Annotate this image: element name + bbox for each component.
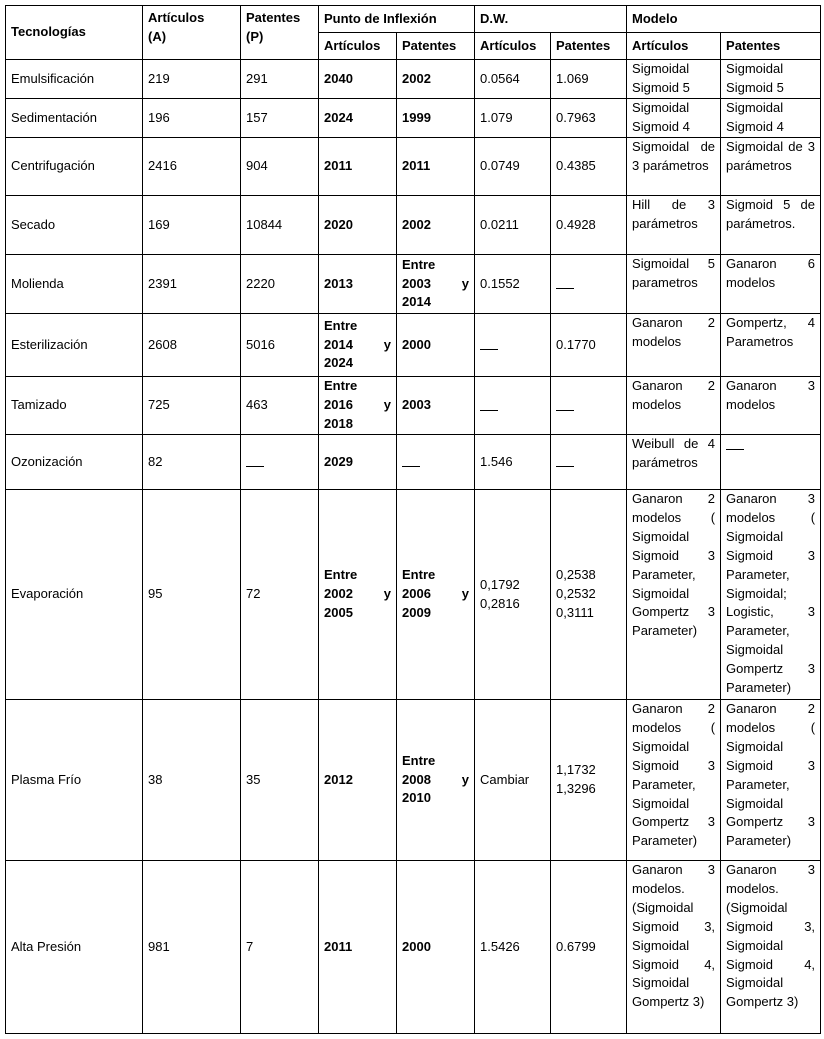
cell-modelo-patentes: Ganaron 3 modelos ( Sigmoidal Sigmoid 3 Parameter, Sigmoidal; Logistic, 3 Parameter, Sigmoidal Gompertz 3 Parameter)	[721, 490, 821, 700]
cell-articulos: 2608	[143, 314, 241, 377]
cell-dw-articulos	[475, 377, 551, 435]
cell-pi-articulos: 2011	[319, 861, 397, 1034]
cell-dw-articulos: 1.546	[475, 435, 551, 490]
cell-dw-articulos: 0.1552	[475, 255, 551, 314]
cell-modelo-patentes: Sigmoidal Sigmoid 4	[721, 99, 821, 138]
cell-pi-patentes: Entre 2003 y 2014	[397, 255, 475, 314]
cell-dw-articulos: 0.0564	[475, 60, 551, 99]
cell-articulos: 981	[143, 861, 241, 1034]
cell-pi-patentes: 1999	[397, 99, 475, 138]
table-row	[6, 490, 821, 700]
cell-pi-articulos: 2013	[319, 255, 397, 314]
cell-dw-patentes: 0,2538 0,2532 0,3111	[551, 490, 627, 700]
cell-pi-patentes: Entre 2008 y 2010	[397, 700, 475, 861]
cell-tecnologia: Emulsificación	[6, 60, 143, 99]
subheader-pi-patentes: Patentes	[397, 33, 475, 60]
table-body	[6, 60, 821, 1034]
cell-modelo-articulos: Sigmoidal 5 parametros	[627, 255, 721, 314]
cell-modelo-articulos: Sigmoidal de 3 parámetros	[627, 138, 721, 196]
cell-modelo-articulos: Ganaron 2 modelos ( Sigmoidal Sigmoid 3 Parameter, Sigmoidal Gompertz 3 Parameter)	[627, 490, 721, 700]
cell-pi-articulos: Entre 2014 y 2024	[319, 314, 397, 377]
cell-dw-articulos: Cambiar	[475, 700, 551, 861]
cell-modelo-articulos: Ganaron 3 modelos. (Sigmoidal Sigmoid 3, Sigmoidal Sigmoid 4, Sigmoidal Gompertz 3)	[627, 861, 721, 1034]
subheader-dw-patentes: Patentes	[551, 33, 627, 60]
cell-pi-patentes	[397, 435, 475, 490]
cell-modelo-patentes: Sigmoidal Sigmoid 5	[721, 60, 821, 99]
cell-articulos: 169	[143, 196, 241, 255]
cell-dw-patentes: 1.069	[551, 60, 627, 99]
cell-modelo-patentes: Sigmoid 5 de parámetros.	[721, 196, 821, 255]
cell-pi-patentes: 2011	[397, 138, 475, 196]
cell-modelo-articulos: Sigmoidal Sigmoid 4	[627, 99, 721, 138]
cell-articulos: 82	[143, 435, 241, 490]
header-dw: D.W.	[475, 6, 627, 33]
empty-dash	[726, 440, 744, 450]
cell-tecnologia: Molienda	[6, 255, 143, 314]
cell-dw-patentes: 0.4385	[551, 138, 627, 196]
cell-modelo-patentes: Gompertz, 4 Parametros	[721, 314, 821, 377]
cell-pi-patentes: 2002	[397, 196, 475, 255]
empty-dash	[556, 279, 574, 289]
cell-modelo-patentes: Ganaron 6 modelos	[721, 255, 821, 314]
empty-dash	[480, 401, 498, 411]
cell-pi-patentes: Entre 2006 y 2009	[397, 490, 475, 700]
cell-dw-patentes: 0.6799	[551, 861, 627, 1034]
table-row	[6, 60, 821, 99]
cell-dw-articulos: 1.5426	[475, 861, 551, 1034]
cell-modelo-patentes: Ganaron 3 modelos	[721, 377, 821, 435]
table-row	[6, 700, 821, 861]
cell-tecnologia: Plasma Frío	[6, 700, 143, 861]
cell-articulos: 95	[143, 490, 241, 700]
cell-dw-patentes: 0.1770	[551, 314, 627, 377]
table-row	[6, 435, 821, 490]
cell-pi-patentes: 2002	[397, 60, 475, 99]
cell-pi-articulos: 2029	[319, 435, 397, 490]
cell-pi-articulos: 2040	[319, 60, 397, 99]
cell-tecnologia: Centrifugación	[6, 138, 143, 196]
cell-patentes: 35	[241, 700, 319, 861]
cell-pi-patentes: 2003	[397, 377, 475, 435]
cell-modelo-patentes: Sigmoidal de 3 parámetros	[721, 138, 821, 196]
header-patentes: Patentes (P)	[241, 6, 319, 60]
cell-patentes: 10844	[241, 196, 319, 255]
cell-articulos: 196	[143, 99, 241, 138]
table-row	[6, 377, 821, 435]
cell-modelo-articulos: Ganaron 2 modelos	[627, 377, 721, 435]
cell-tecnologia: Tamizado	[6, 377, 143, 435]
cell-tecnologia: Evaporación	[6, 490, 143, 700]
cell-articulos: 38	[143, 700, 241, 861]
cell-modelo-patentes: Ganaron 3 modelos. (Sigmoidal Sigmoid 3, Sigmoidal Sigmoid 4, Sigmoidal Gompertz 3)	[721, 861, 821, 1034]
cell-modelo-articulos: Weibull de 4 parámetros	[627, 435, 721, 490]
cell-modelo-articulos: Sigmoidal Sigmoid 5	[627, 60, 721, 99]
cell-articulos: 219	[143, 60, 241, 99]
cell-patentes: 2220	[241, 255, 319, 314]
table-row	[6, 861, 821, 1034]
cell-patentes: 291	[241, 60, 319, 99]
cell-patentes: 904	[241, 138, 319, 196]
cell-tecnologia: Alta Presión	[6, 861, 143, 1034]
cell-patentes: 5016	[241, 314, 319, 377]
empty-dash	[402, 457, 420, 467]
header-tecnologias: Tecnologías	[6, 6, 143, 60]
cell-pi-articulos: Entre 2016 y 2018	[319, 377, 397, 435]
cell-dw-patentes	[551, 435, 627, 490]
cell-tecnologia: Esterilización	[6, 314, 143, 377]
cell-dw-patentes	[551, 255, 627, 314]
cell-patentes: 72	[241, 490, 319, 700]
cell-tecnologia: Ozonización	[6, 435, 143, 490]
cell-modelo-patentes	[721, 435, 821, 490]
subheader-modelo-patentes: Patentes	[721, 33, 821, 60]
subheader-modelo-articulos: Artículos	[627, 33, 721, 60]
empty-dash	[246, 457, 264, 467]
cell-dw-patentes	[551, 377, 627, 435]
subheader-pi-articulos: Artículos	[319, 33, 397, 60]
header-punto-inflexion: Punto de Inflexión	[319, 6, 475, 33]
table-row	[6, 255, 821, 314]
empty-dash	[556, 457, 574, 467]
cell-dw-patentes: 0.4928	[551, 196, 627, 255]
cell-patentes: 463	[241, 377, 319, 435]
cell-pi-articulos: 2020	[319, 196, 397, 255]
cell-tecnologia: Sedimentación	[6, 99, 143, 138]
header-articulos: Artículos (A)	[143, 6, 241, 60]
empty-dash	[480, 340, 498, 350]
cell-dw-patentes: 0.7963	[551, 99, 627, 138]
cell-dw-articulos: 0.0211	[475, 196, 551, 255]
cell-patentes: 157	[241, 99, 319, 138]
table-row	[6, 196, 821, 255]
cell-pi-patentes: 2000	[397, 861, 475, 1034]
cell-dw-articulos	[475, 314, 551, 377]
cell-pi-articulos: 2012	[319, 700, 397, 861]
cell-patentes	[241, 435, 319, 490]
cell-modelo-articulos: Hill de 3 parámetros	[627, 196, 721, 255]
subheader-dw-articulos: Artículos	[475, 33, 551, 60]
table-row	[6, 99, 821, 138]
cell-pi-articulos: 2011	[319, 138, 397, 196]
cell-dw-articulos: 0,1792 0,2816	[475, 490, 551, 700]
cell-modelo-articulos: Ganaron 2 modelos ( Sigmoidal Sigmoid 3 Parameter, Sigmoidal Gompertz 3 Parameter)	[627, 700, 721, 861]
cell-modelo-patentes: Ganaron 2 modelos ( Sigmoidal Sigmoid 3 Parameter, Sigmoidal Gompertz 3 Parameter)	[721, 700, 821, 861]
cell-modelo-articulos: Ganaron 2 modelos	[627, 314, 721, 377]
cell-articulos: 725	[143, 377, 241, 435]
header-modelo: Modelo	[627, 6, 821, 33]
technologies-table	[5, 5, 821, 1034]
cell-tecnologia: Secado	[6, 196, 143, 255]
cell-dw-articulos: 0.0749	[475, 138, 551, 196]
cell-patentes: 7	[241, 861, 319, 1034]
cell-articulos: 2391	[143, 255, 241, 314]
empty-dash	[556, 401, 574, 411]
cell-articulos: 2416	[143, 138, 241, 196]
cell-dw-articulos: 1.079	[475, 99, 551, 138]
cell-dw-patentes: 1,1732 1,3296	[551, 700, 627, 861]
cell-pi-patentes: 2000	[397, 314, 475, 377]
table-row	[6, 138, 821, 196]
cell-pi-articulos: 2024	[319, 99, 397, 138]
cell-pi-articulos: Entre 2002 y 2005	[319, 490, 397, 700]
table-row	[6, 314, 821, 377]
